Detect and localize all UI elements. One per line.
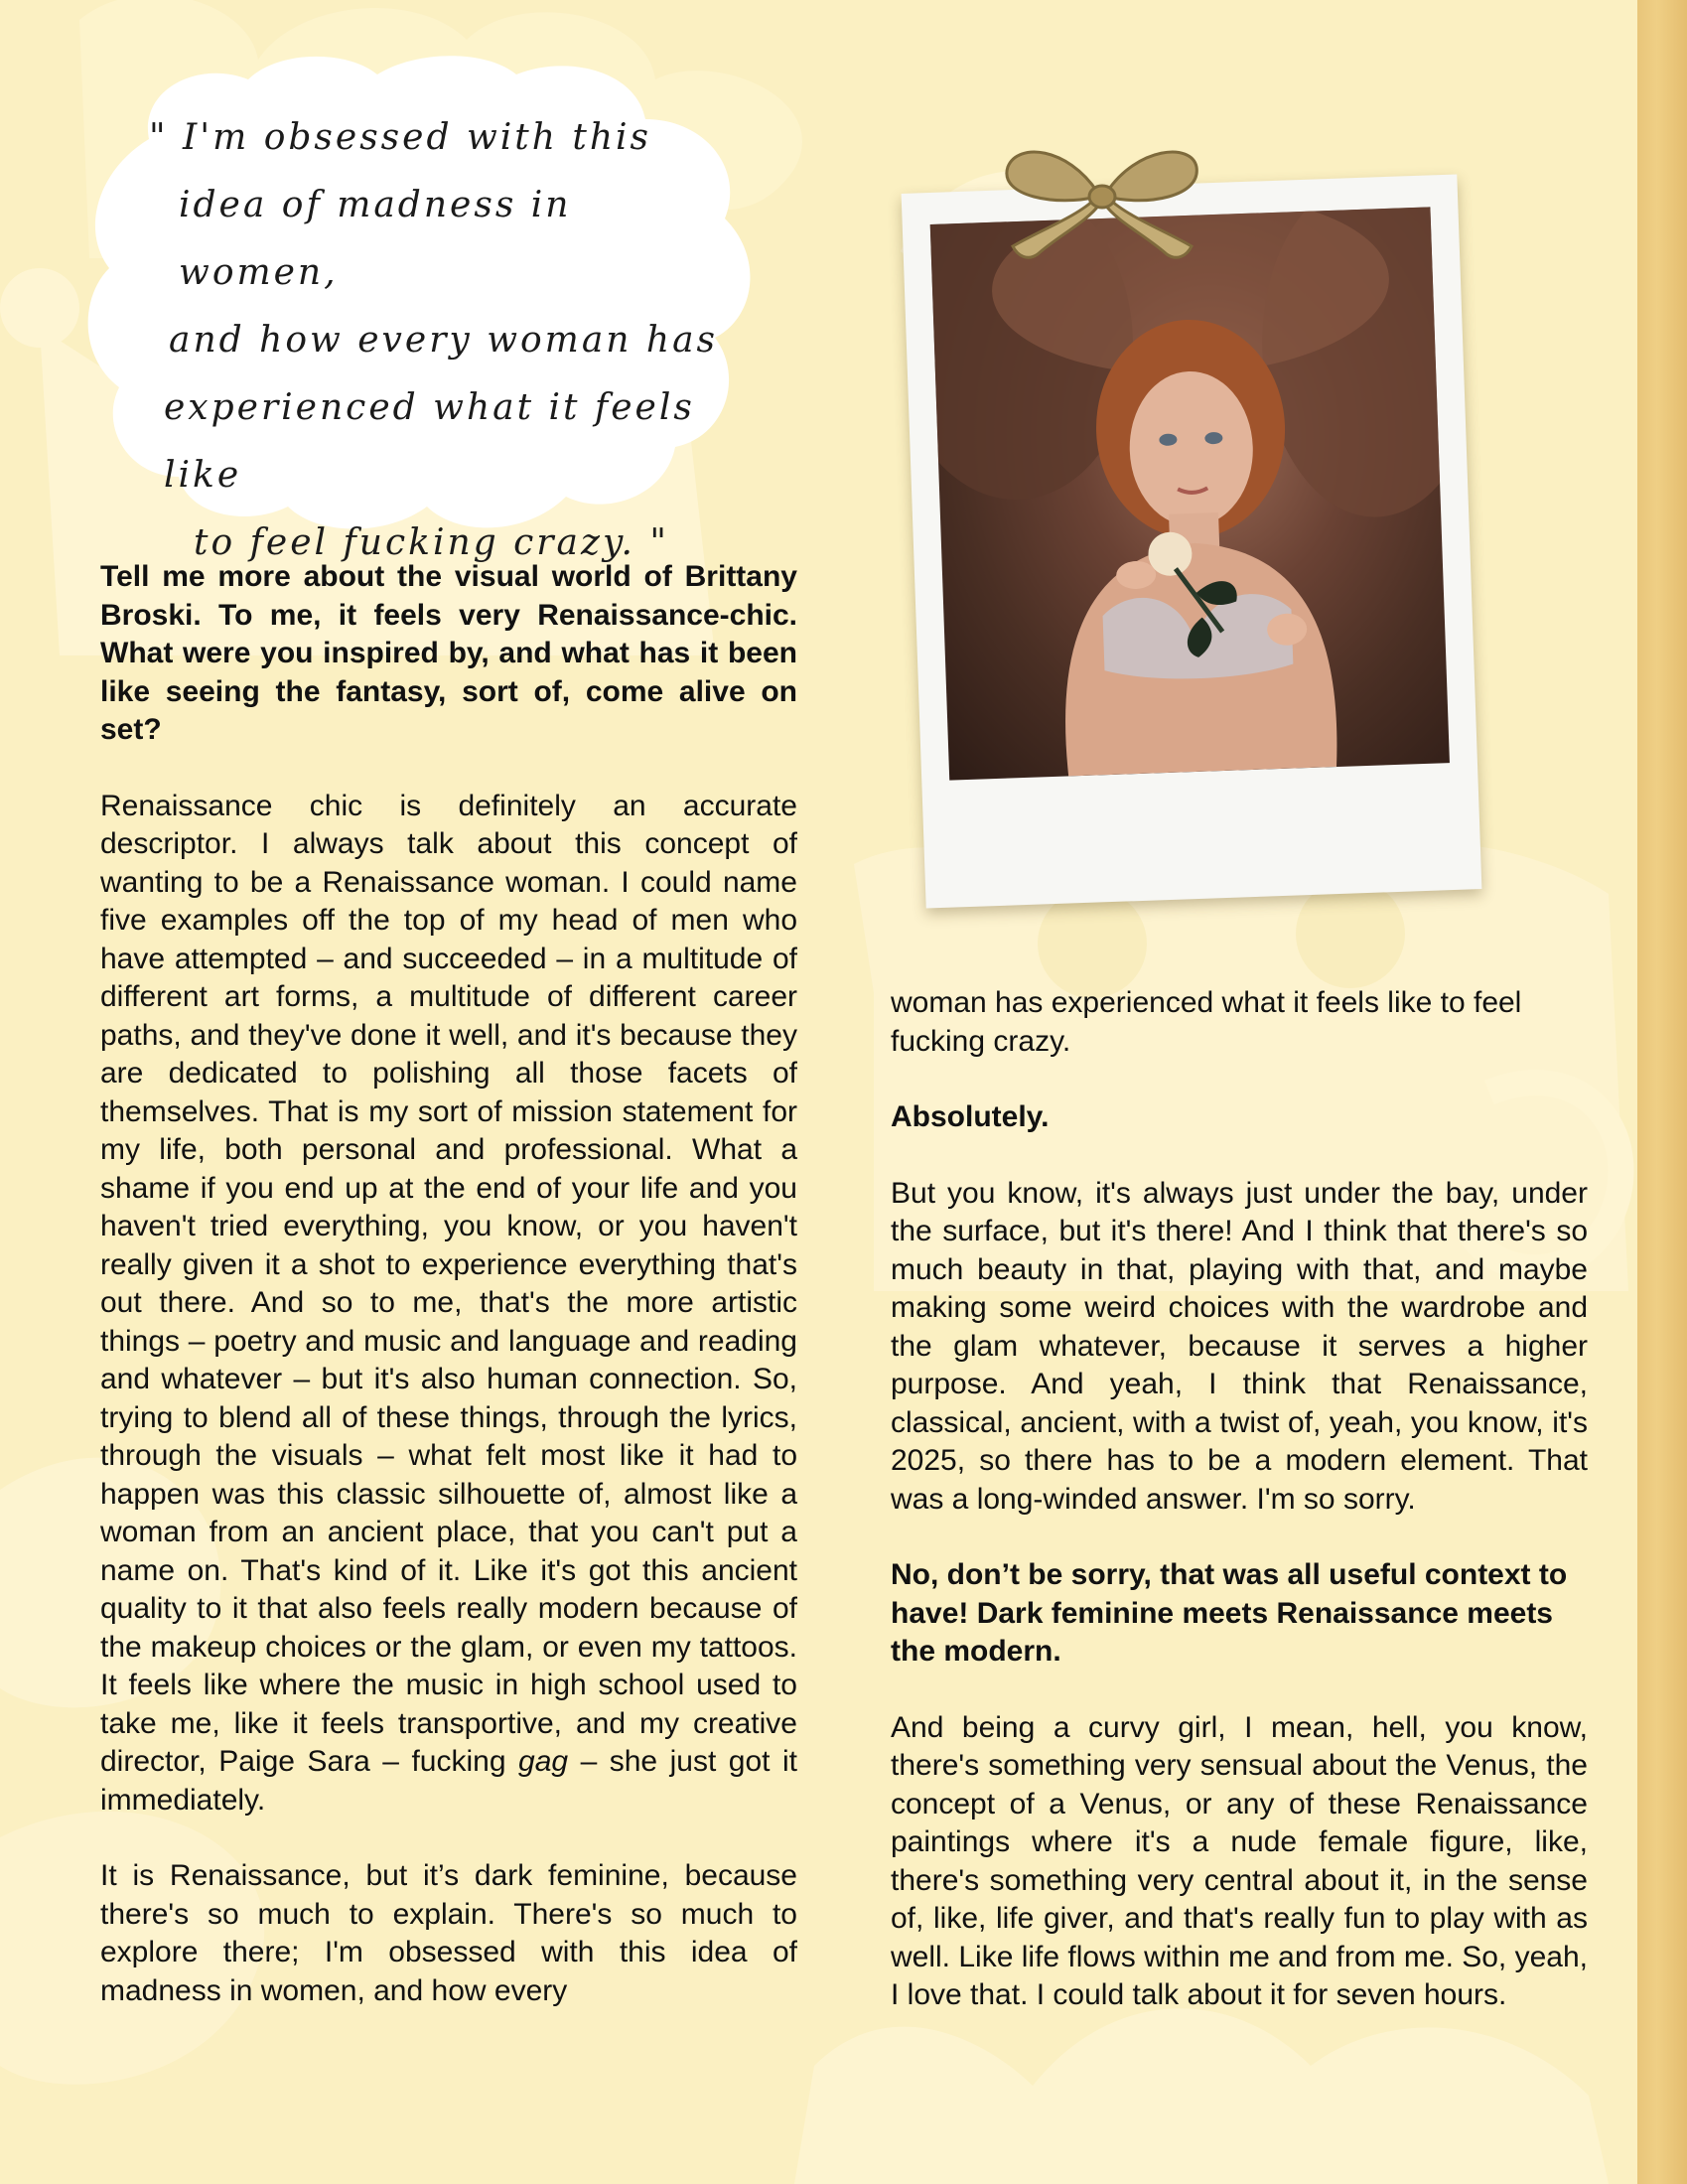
interview-question: Absolutely. xyxy=(891,1100,1050,1133)
article-column-right xyxy=(891,984,1588,2053)
ribbon-bow-decoration xyxy=(998,137,1206,266)
interview-answer: But you know, it's always just under the bay, under the surface, but it's there! And I think that there's so much beauty in that, playing with that, and maybe making some weird choices with the wardrobe and the glam whatever, because it serves a higher purpose. And yeah, I think that Renaissance, classical, ancient, with a twist of, yeah, you know, it's 2025, so there has to be a modern element. That was a long-winded answer. I'm so sorry. xyxy=(891,1176,1588,1516)
pull-quote-line: " I'm obsessed with this xyxy=(149,117,652,158)
interview-question: Tell me more about the visual world of Brittany Broski. To me, it feels very Renaissance-chic. What were you inspired by, and what has it been like seeing the fantasy, sort of, come alive on set? xyxy=(100,560,797,746)
pull-quote-line: and how every woman has xyxy=(169,320,719,361)
polaroid-photo xyxy=(902,174,1482,908)
article-column-left xyxy=(100,558,797,2048)
interview-answer: woman has experienced what it feels like to feel fucking crazy. xyxy=(891,986,1522,1058)
answer-text: – she just got it immediately. xyxy=(100,1745,797,1817)
pull-quote-line: to feel fucking crazy. " xyxy=(194,522,669,563)
polaroid-frame xyxy=(902,174,1482,908)
pull-quote-line: idea of madness in women, xyxy=(179,185,572,293)
pull-quote xyxy=(149,104,745,577)
interview-answer xyxy=(100,788,797,1820)
portrait-photo xyxy=(930,207,1450,780)
interview-answer: And being a curvy girl, I mean, hell, you know, there's something very sensual about the Venus, the concept of a Venus, or any of these Renaissance paintings where it's a nude female figure, like, there's something very central about it, in the sense of, like, life giver, and that's really fun to play with as well. Like life flows within me and from me. So, yeah, I love that. I could talk about it for seven hours. xyxy=(891,1710,1588,2011)
pull-quote-line: experienced what it feels like xyxy=(164,387,695,496)
interview-answer: It is Renaissance, but it’s dark feminine, because there's so much to explain. There's so much to explore there; I'm obsessed with this idea of madness in women, and how every xyxy=(100,1859,797,2007)
page-edge-strip xyxy=(1637,0,1687,2184)
interview-question: No, don’t be sorry, that was all useful context to have! Dark feminine meets Renaissance meets the modern. xyxy=(891,1558,1568,1668)
answer-text: Renaissance chic is definitely an accurate descriptor. I always talk about this concept of wanting to be a Renaissance woman. I could name five examples off the top of my head of men who have attempted – and succeeded – in a multitude of different art forms, a multitude of different career paths, and they've done it well, and it's because they are dedicated to polishing all those facets of themselves. That is my sort of mission statement for my life, both personal and professional. What a shame if you end up at the end of your life and you haven't tried everything, you know, or you haven't really given it a shot to experience everything that's out there. And so to me, that's the more artistic things – poetry and music and language and reading and whatever – but it's also human connection. So, trying to blend all of these things, through the lyrics, through the visuals – what felt most like it had to happen was this classic silhouette of, almost like a woman from an ancient place, that you can't put a name on. That's kind of it. Like it's got this ancient quality to it that also feels really modern because of the makeup choices or the glam, or even my tattoos. It feels like where the music in high school used to take me, like it feels transportive, and my creative director, Paige Sara – fucking xyxy=(100,789,797,1778)
answer-emphasis: gag xyxy=(518,1745,569,1778)
